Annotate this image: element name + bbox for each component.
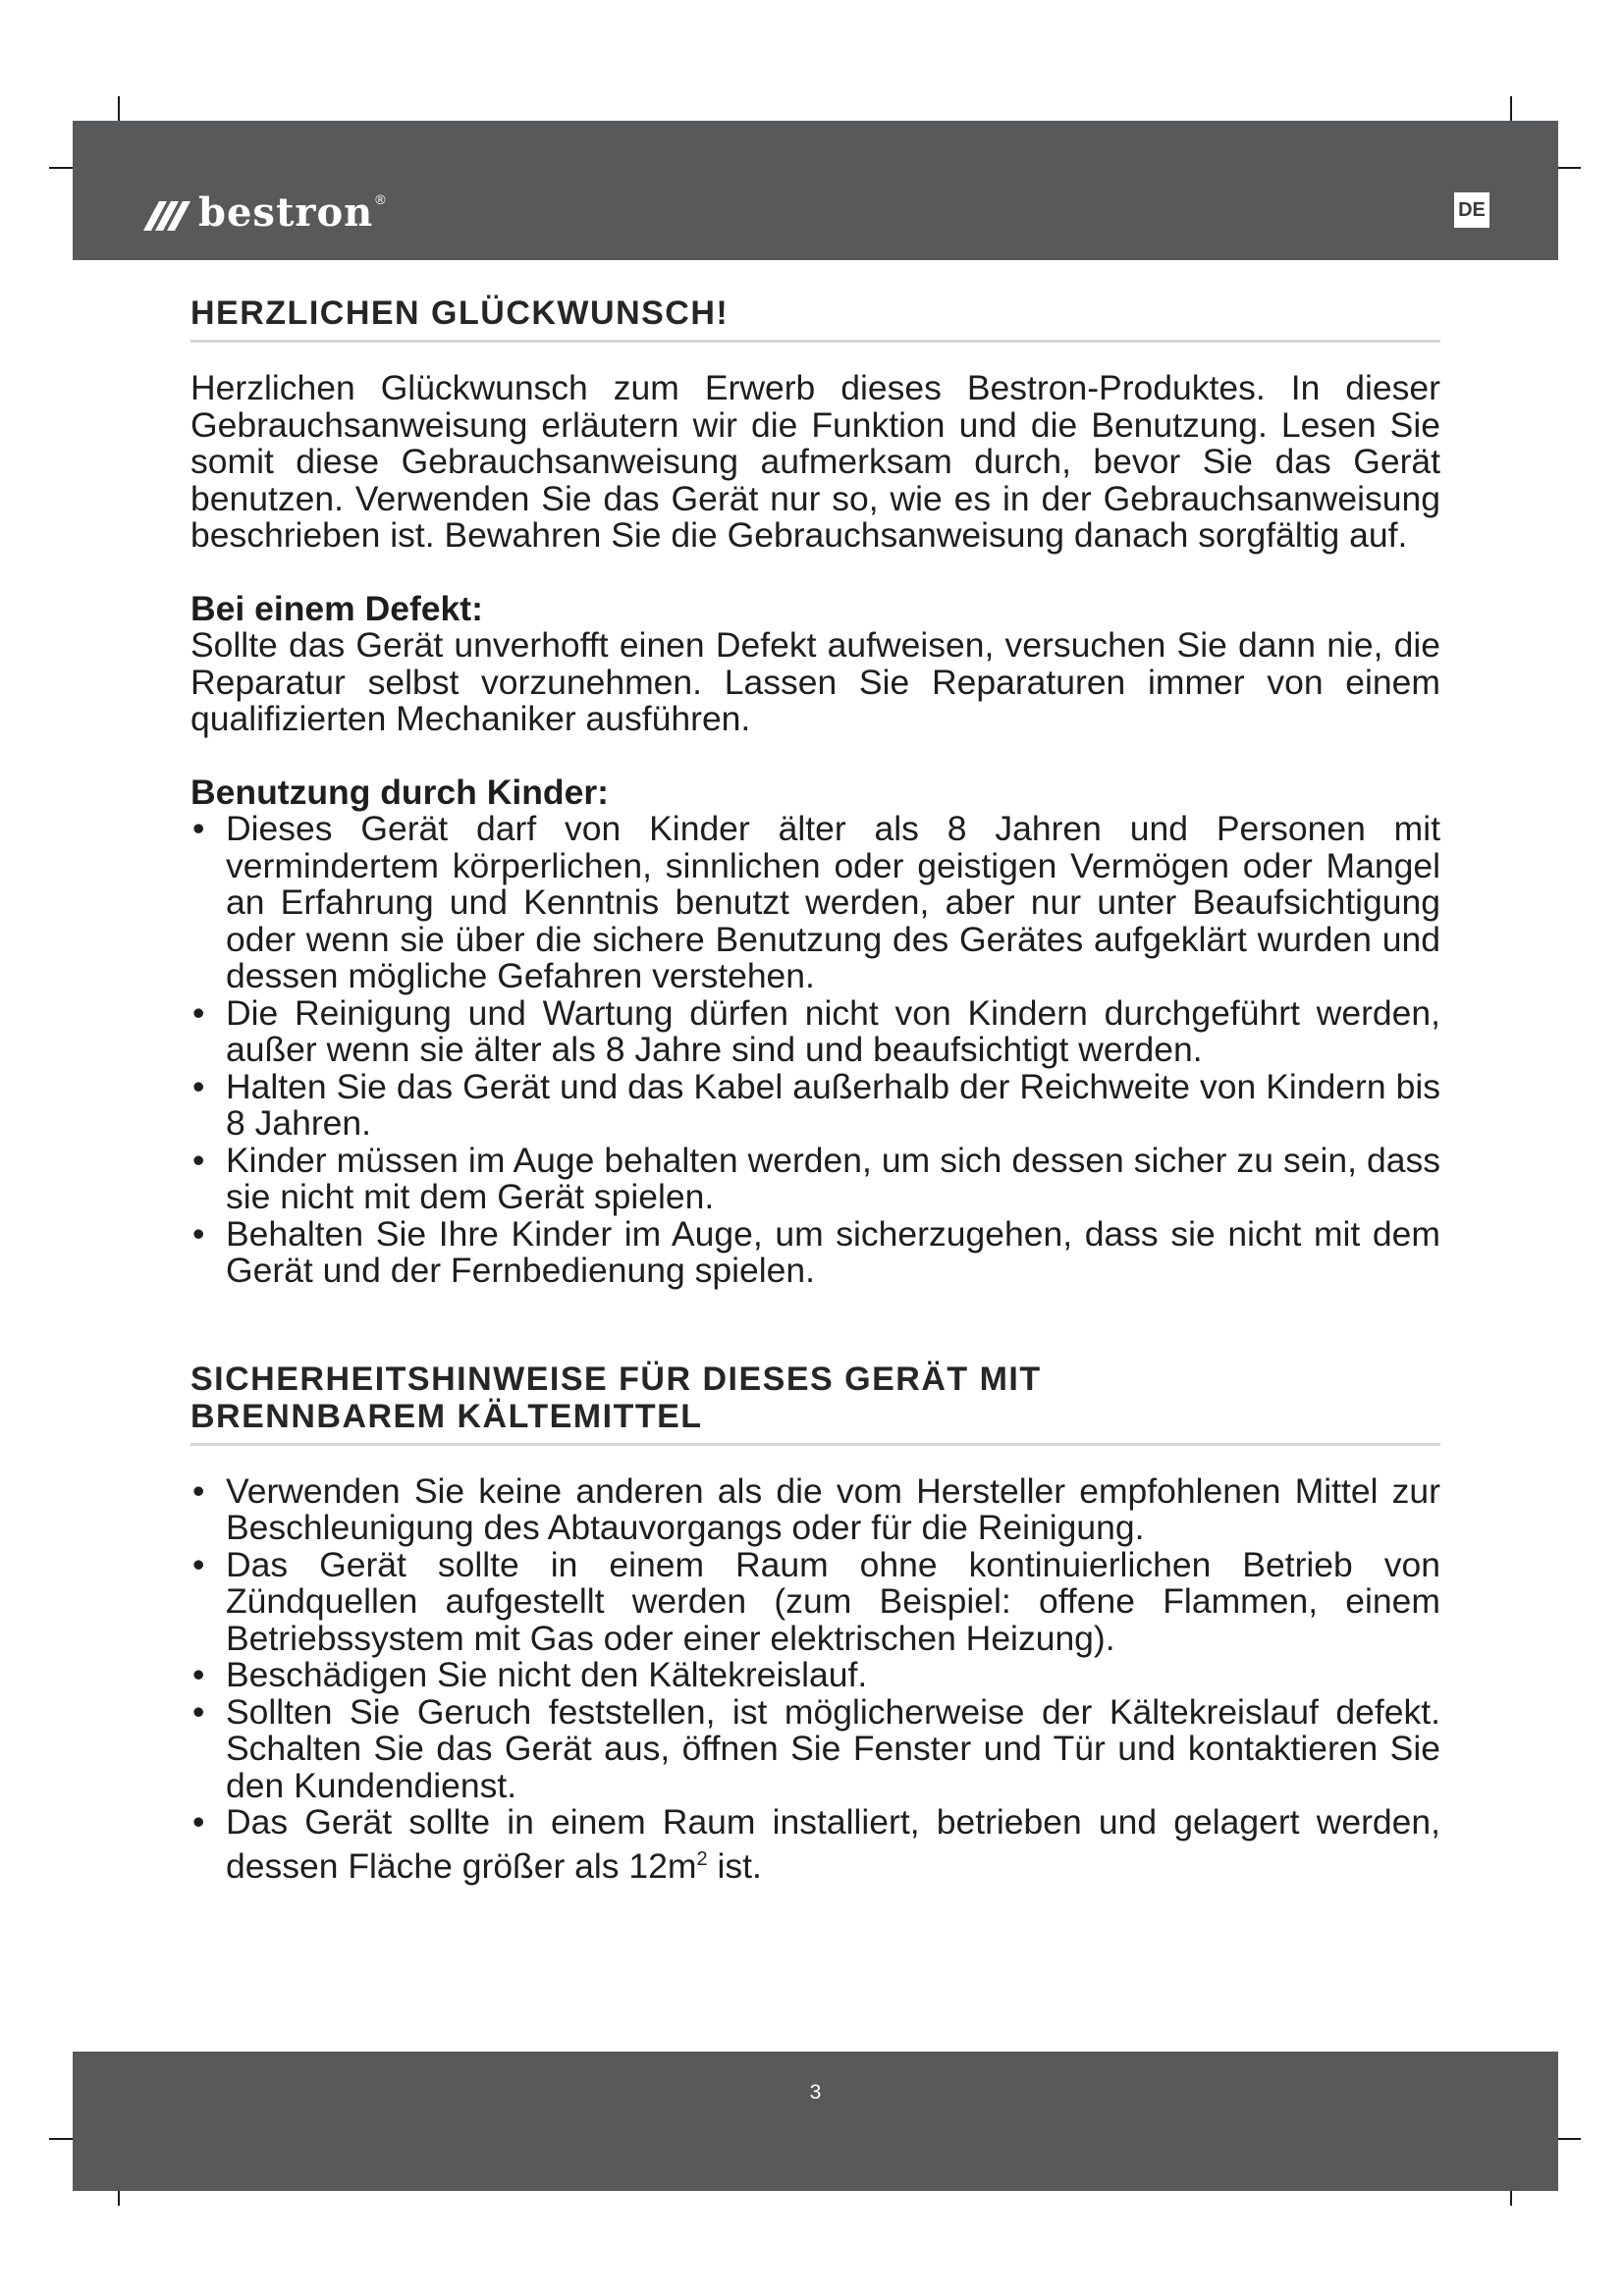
list-item: • Die Reinigung und Wartung dürfen nicht von Kindern durchgeführt werden, außer wenn sie älter als 8 Jahre sind und beaufsichtigt werden. — [190, 995, 1440, 1069]
children-heading: Benutzung durch Kinder: — [190, 772, 609, 812]
list-item: • Verwenden Sie keine anderen als die vom Hersteller empfohlenen Mittel zur Beschleunigung des Abtauvorgangs oder für die Reinigung. — [190, 1473, 1440, 1547]
list-item-text-end: ist. — [707, 1845, 762, 1886]
children-list — [190, 811, 1440, 1290]
list-item: • Das Gerät sollte in einem Raum ohne kontinuierlichen Betrieb von Zündquellen aufgestellt werden (zum Beispiel: offene Flammen, einem Betriebssystem mit Gas oder einer elektrischen Heizung). — [190, 1547, 1440, 1658]
page-number: 3 — [809, 2081, 822, 2104]
list-item: • Kinder müssen im Auge behalten werden, um sich dessen sicher zu sein, dass sie nicht mit dem Gerät spielen. — [190, 1143, 1440, 1216]
section-title-congratulations: HERZLICHEN GLÜCKWUNSCH! — [190, 294, 1440, 343]
brand-name: bestron — [198, 189, 374, 236]
defect-heading: Bei einem Defekt: — [190, 588, 483, 628]
safety-list — [190, 1470, 1440, 1886]
list-item-text: Das Gerät sollte in einem Raum installiert, betrieben und gelagert werden, dessen Fläche größer als 12m — [226, 1802, 1440, 1886]
section-title-safety — [190, 1361, 1440, 1446]
brand-logo — [141, 191, 386, 235]
chevrons-icon — [141, 191, 194, 235]
language-badge: DE — [1454, 192, 1489, 228]
page-content — [190, 294, 1440, 1885]
registered-mark: ® — [375, 191, 386, 207]
list-item: • Beschädigen Sie nicht den Kältekreislauf. — [190, 1657, 1440, 1694]
page-header — [73, 121, 1558, 260]
page-footer — [73, 2052, 1558, 2191]
defect-paragraph: Sollte das Gerät unverhofft einen Defekt aufweisen, versuchen Sie dann nie, die Reparatur selbst vorzunehmen. Lassen Sie Reparaturen immer von einem qualifizierten Mechaniker ausführen. — [190, 625, 1440, 738]
list-item — [190, 1804, 1440, 1885]
list-item: • Sollten Sie Geruch feststellen, ist möglicherweise der Kältekreislauf defekt. Schalten Sie das Gerät aus, öffnen Sie Fenster und Tür und kontaktieren Sie den Kundendienst. — [190, 1694, 1440, 1805]
list-item: • Dieses Gerät darf von Kinder älter als 8 Jahren und Personen mit vermindertem körperlichen, sinnlichen oder geistigen Vermögen oder Mangel an Erfahrung und Kenntnis benutzt werden, aber nur unter Beaufsichtigung oder wenn sie über die sichere Benutzung des Gerätes aufgeklärt wurden und dessen mögliche Gefahren verstehen. — [190, 811, 1440, 995]
section-title-line: BRENNBAREM KÄLTEMITTEL — [190, 1397, 703, 1435]
intro-paragraph: Herzlichen Glückwunsch zum Erwerb dieses Bestron-Produktes. In dieser Gebrauchsanweisung erläutern wir die Funktion und die Benutzung. Lesen Sie somit diese Gebrauchsanweisung aufmerksam durch, bevor Sie das Gerät benutzen. Verwenden Sie das Gerät nur so, wie es in der Gebrauchsanweisung beschrieben ist. Bewahren Sie die Gebrauchsanweisung danach sorgfältig auf. — [190, 368, 1440, 555]
superscript: 2 — [696, 1847, 708, 1870]
list-item: • Behalten Sie Ihre Kinder im Auge, um sicherzugehen, dass sie nicht mit dem Gerät und der Fernbedienung spielen. — [190, 1216, 1440, 1290]
list-item: • Halten Sie das Gerät und das Kabel außerhalb der Reichweite von Kindern bis 8 Jahren. — [190, 1069, 1440, 1143]
section-title-line: SICHERHEITSHINWEISE FÜR DIESES GERÄT MIT — [190, 1360, 1042, 1398]
